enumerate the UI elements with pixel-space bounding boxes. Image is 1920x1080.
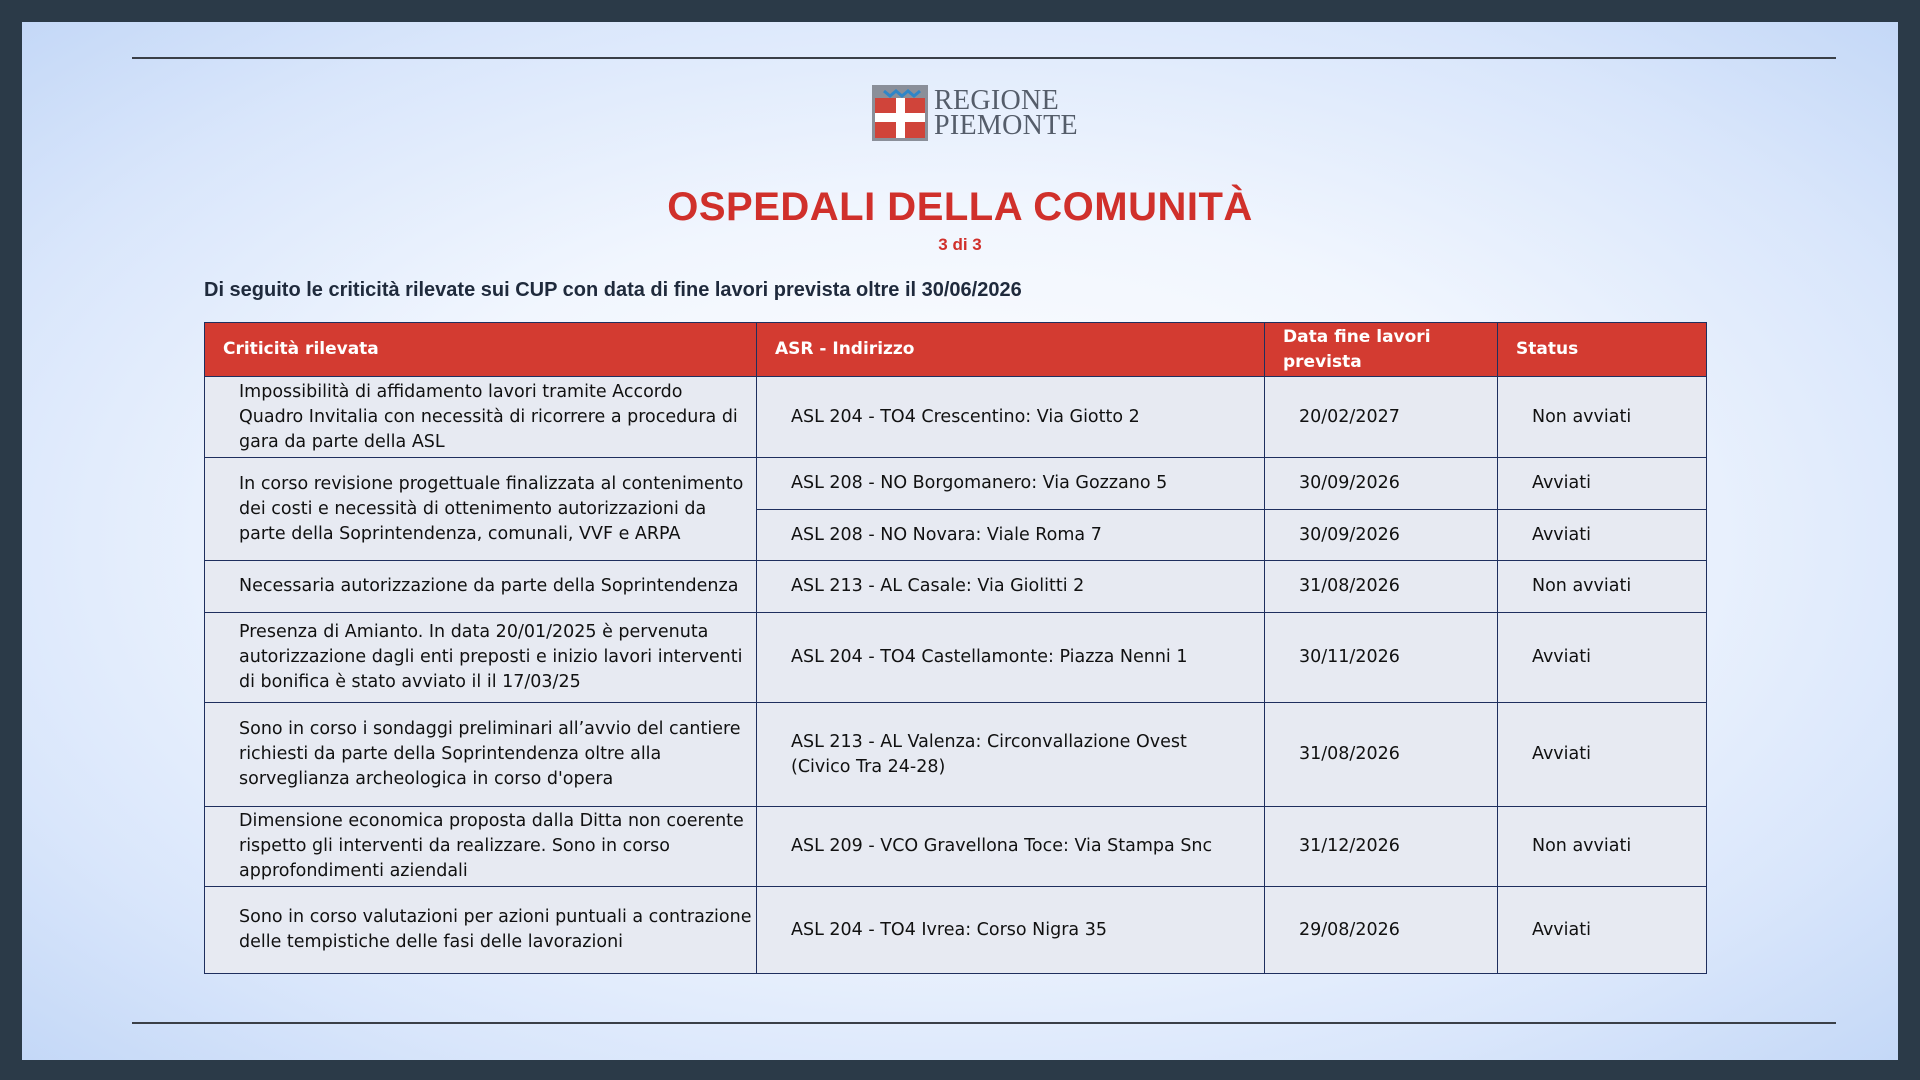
date-cell: 30/09/2026	[1265, 510, 1498, 561]
header-criticita: Criticità rilevata	[205, 323, 757, 377]
top-divider	[132, 57, 1836, 59]
criticita-table	[204, 322, 1707, 974]
logo-line-regione: REGIONE	[934, 85, 1059, 116]
status-cell: Non avviati	[1498, 561, 1707, 613]
criticita-cell: Dimensione economica proposta dalla Ditta non coerente rispetto gli interventi da realizzare. Sono in corso approfondimenti aziendali	[205, 807, 757, 887]
date-cell: 31/12/2026	[1265, 807, 1498, 887]
asr-cell: ASL 208 - NO Novara: Viale Roma 7	[757, 510, 1265, 561]
asr-cell: ASL 208 - NO Borgomanero: Via Gozzano 5	[757, 458, 1265, 510]
date-cell: 30/11/2026	[1265, 613, 1498, 703]
asr-cell: ASL 213 - AL Casale: Via Giolitti 2	[757, 561, 1265, 613]
table-row	[205, 703, 1707, 807]
asr-cell: ASL 204 - TO4 Castellamonte: Piazza Nenni 1	[757, 613, 1265, 703]
date-cell: 31/08/2026	[1265, 561, 1498, 613]
table-row	[205, 887, 1707, 974]
status-cell: Avviati	[1498, 703, 1707, 807]
header-asr-indirizzo: ASR - Indirizzo	[757, 323, 1265, 377]
criticita-cell: Necessaria autorizzazione da parte della Soprintendenza	[205, 561, 757, 613]
date-cell: 29/08/2026	[1265, 887, 1498, 974]
criticita-cell: Sono in corso valutazioni per azioni puntuali a contrazione delle tempistiche delle fasi delle lavorazioni	[205, 887, 757, 974]
intro-text: Di seguito le criticità rilevate sui CUP con data di fine lavori prevista oltre il 30/06/2026	[204, 279, 1022, 301]
status-cell: Avviati	[1498, 613, 1707, 703]
bottom-divider	[132, 1022, 1836, 1024]
header-status: Status	[1498, 323, 1707, 377]
status-cell: Non avviati	[1498, 377, 1707, 458]
table-row	[205, 458, 1707, 510]
asr-cell: ASL 204 - TO4 Crescentino: Via Giotto 2	[757, 377, 1265, 458]
slide	[22, 22, 1898, 1060]
status-cell: Non avviati	[1498, 807, 1707, 887]
page-counter: 3 di 3	[938, 235, 982, 254]
criticita-cell: In corso revisione progettuale finalizzata al contenimento dei costi e necessità di ottenimento autorizzazioni da parte della Soprintendenza, comunali, VVF e ARPA	[205, 458, 757, 561]
asr-cell: ASL 209 - VCO Gravellona Toce: Via Stampa Snc	[757, 807, 1265, 887]
logo-line-piemonte: PIEMONTE	[934, 110, 1078, 141]
asr-cell: ASL 213 - AL Valenza: Circonvallazione Ovest (Civico Tra 24-28)	[757, 703, 1265, 807]
table-header-row	[205, 323, 1707, 377]
regione-piemonte-emblem-icon	[872, 85, 928, 141]
date-cell: 30/09/2026	[1265, 458, 1498, 510]
regione-piemonte-logo	[872, 85, 1078, 141]
table-row	[205, 613, 1707, 703]
table-row	[205, 561, 1707, 613]
status-cell: Avviati	[1498, 458, 1707, 510]
date-cell: 20/02/2027	[1265, 377, 1498, 458]
criticita-cell: Presenza di Amianto. In data 20/01/2025 è pervenuta autorizzazione dagli enti preposti e inizio lavori interventi di bonifica è stato avviato il il 17/03/25	[205, 613, 757, 703]
page-title: OSPEDALI DELLA COMUNITÀ	[667, 185, 1253, 229]
criticita-cell: Impossibilità di affidamento lavori tramite Accordo Quadro Invitalia con necessità di ricorrere a procedura di gara da parte della ASL	[205, 377, 757, 458]
status-cell: Avviati	[1498, 510, 1707, 561]
table-row	[205, 807, 1707, 887]
table-row	[205, 377, 1707, 458]
asr-cell: ASL 204 - TO4 Ivrea: Corso Nigra 35	[757, 887, 1265, 974]
criticita-cell: Sono in corso i sondaggi preliminari all’avvio del cantiere richiesti da parte della Soprintendenza oltre alla sorveglianza archeologica in corso d'opera	[205, 703, 757, 807]
status-cell: Avviati	[1498, 887, 1707, 974]
date-cell: 31/08/2026	[1265, 703, 1498, 807]
header-data-fine-lavori: Data fine lavori prevista	[1265, 323, 1498, 377]
